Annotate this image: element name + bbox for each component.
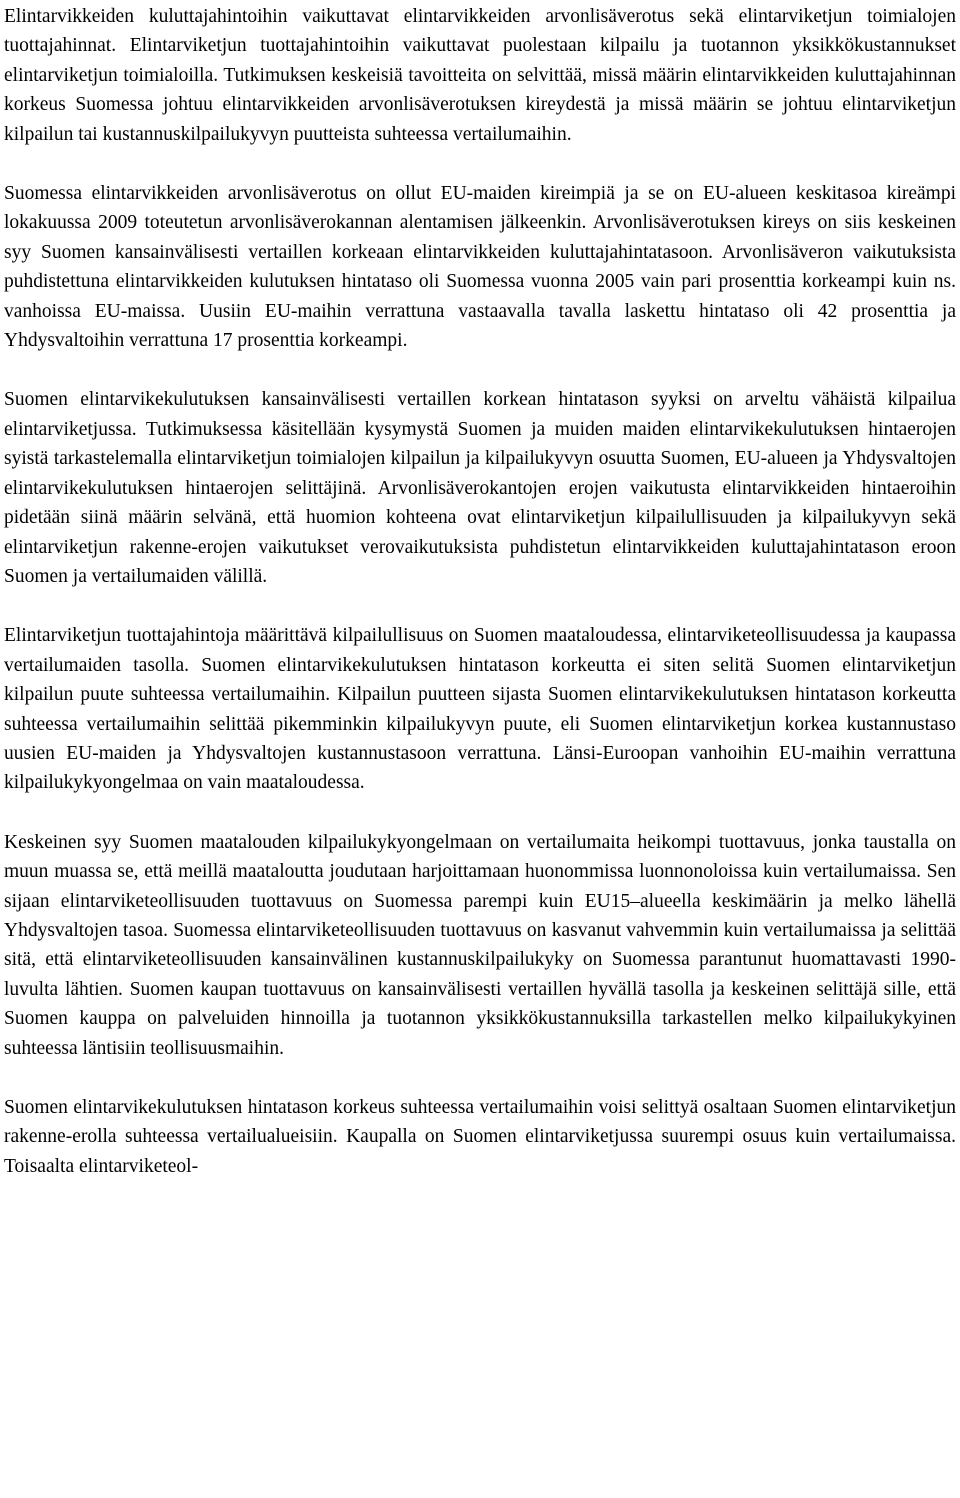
paragraph-4: Elintarviketjun tuottajahintoja määrittävä kilpailullisuus on Suomen maataloudessa, elintarviketeollisuudessa ja kaupassa vertailumaiden tasolla. Suomen elintarvikekulutuksen hintatason korkeutta ei siten selitä Suomen elintarviketjun kilpailun puute suhteessa vertailumaihin. Kilpailun puutteen sijasta Suomen elintarvikekulutuksen hintatason korkeutta suhteessa vertailumaihin selittää pikemminkin kilpailukyvyn puute, eli Suomen elintarviketjun korkea kustannustaso uusien EU-maiden ja Yhdysvaltojen kustannustasoon verrattuna. Länsi-Euroopan vanhoihin EU-maihin verrattuna kilpailukykyongelmaa on vain maataloudessa.: [4, 625, 956, 794]
paragraph-5: Keskeinen syy Suomen maatalouden kilpailukykyongelmaan on vertailumaita heikompi tuottavuus, jonka taustalla on muun muassa se, että meillä maataloutta joudutaan harjoittamaan huonommissa luonnonoloissa kuin vertailumaissa. Sen sijaan elintarviketeollisuuden tuottavuus on Suomessa parempi kuin EU15–alueella keskimäärin ja melko lähellä Yhdysvaltojen tasoa. Suomessa elintarviketeollisuuden tuottavuus on kasvanut vahvemmin kuin vertailumaissa ja selittää sitä, että elintarviketeollisuuden kansainvälinen kustannuskilpailukyky on Suomessa parantunut huomattavasti 1990-luvulta lähtien. Suomen kaupan tuottavuus on kansainvälisesti vertaillen hyvällä tasolla ja keskeinen selittäjä sille, että Suomen kauppa on palveluiden hinnoilla ja tuotannon yksikkökustannuksilla tarkastellen melko kilpailukykyinen suhteessa läntisiin teollisuusmaihin.: [4, 831, 956, 1059]
paragraph-3: Suomen elintarvikekulutuksen kansainvälisesti vertaillen korkean hintatason syyksi on arveltu vähäistä kilpailua elintarviketjussa. Tutkimuksessa käsitellään kysymystä Suomen ja muiden maiden elintarvikekulutuksen hintaerojen syistä tarkastelemalla elintarviketjun toimialojen kilpailun ja kilpailukyvyn osuutta Suomen, EU-alueen ja Yhdysvaltojen elintarvikekulutuksen hintaerojen selittäjinä. Arvonlisäverokantojen erojen vaikutusta elintarvikkeiden hintaeroihin pidetään siinä määrin selvänä, että huomion kohteena ovat elintarviketjun kilpailullisuuden ja kilpailukyvyn sekä elintarviketjun rakenne-erojen vaikutukset verovaikutuksista puhdistetun elintarvikkeiden kuluttajahintatason eroon Suomen ja vertailumaiden välillä.: [4, 389, 956, 587]
paragraph-2: Suomessa elintarvikkeiden arvonlisäverotus on ollut EU-maiden kireimpiä ja se on EU-alueen keskitasoa kireämpi lokakuussa 2009 toteutetun arvonlisäverokannan alentamisen jälkeenkin. Arvonlisäverotuksen kireys on siis keskeinen syy Suomen kansainvälisesti vertaillen korkeaan elintarvikkeiden kuluttajahintatasoon. Arvonlisäveron vaikutuksista puhdistettuna elintarvikkeiden kulutuksen hintataso oli Suomessa vuonna 2005 vain pari prosenttia korkeampi kuin ns. vanhoissa EU-maissa. Uusiin EU-maihin verrattuna vastaavalla tavalla laskettu hintataso oli 42 prosenttia ja Yhdysvaltoihin verrattuna 17 prosenttia korkeampi.: [4, 183, 956, 352]
paragraph-6: Suomen elintarvikekulutuksen hintatason korkeus suhteessa vertailumaihin voisi selittyä osaltaan Suomen elintarviketjun rakenne-erolla suhteessa vertailualueisiin. Kaupalla on Suomen elintarviketjussa suurempi osuus kuin vertailumaissa. Toisaalta elintarviketeol-: [4, 1097, 956, 1177]
paragraph-1: Elintarvikkeiden kuluttajahintoihin vaikuttavat elintarvikkeiden arvonlisäverotus sekä elintarviketjun toimialojen tuottajahinnat. Elintarviketjun tuottajahintoihin vaikuttavat puolestaan kilpailu ja tuotannon yksikkökustannukset elintarviketjun toimialoilla. Tutkimuksen keskeisiä tavoitteita on selvittää, missä määrin elintarvikkeiden kuluttajahinnan korkeus Suomessa johtuu elintarvikkeiden arvonlisäverotuksen kireydestä ja missä määrin se johtuu elintarviketjun kilpailun tai kustannuskilpailukyvyn puutteista suhteessa vertailumaihin.: [4, 6, 956, 145]
